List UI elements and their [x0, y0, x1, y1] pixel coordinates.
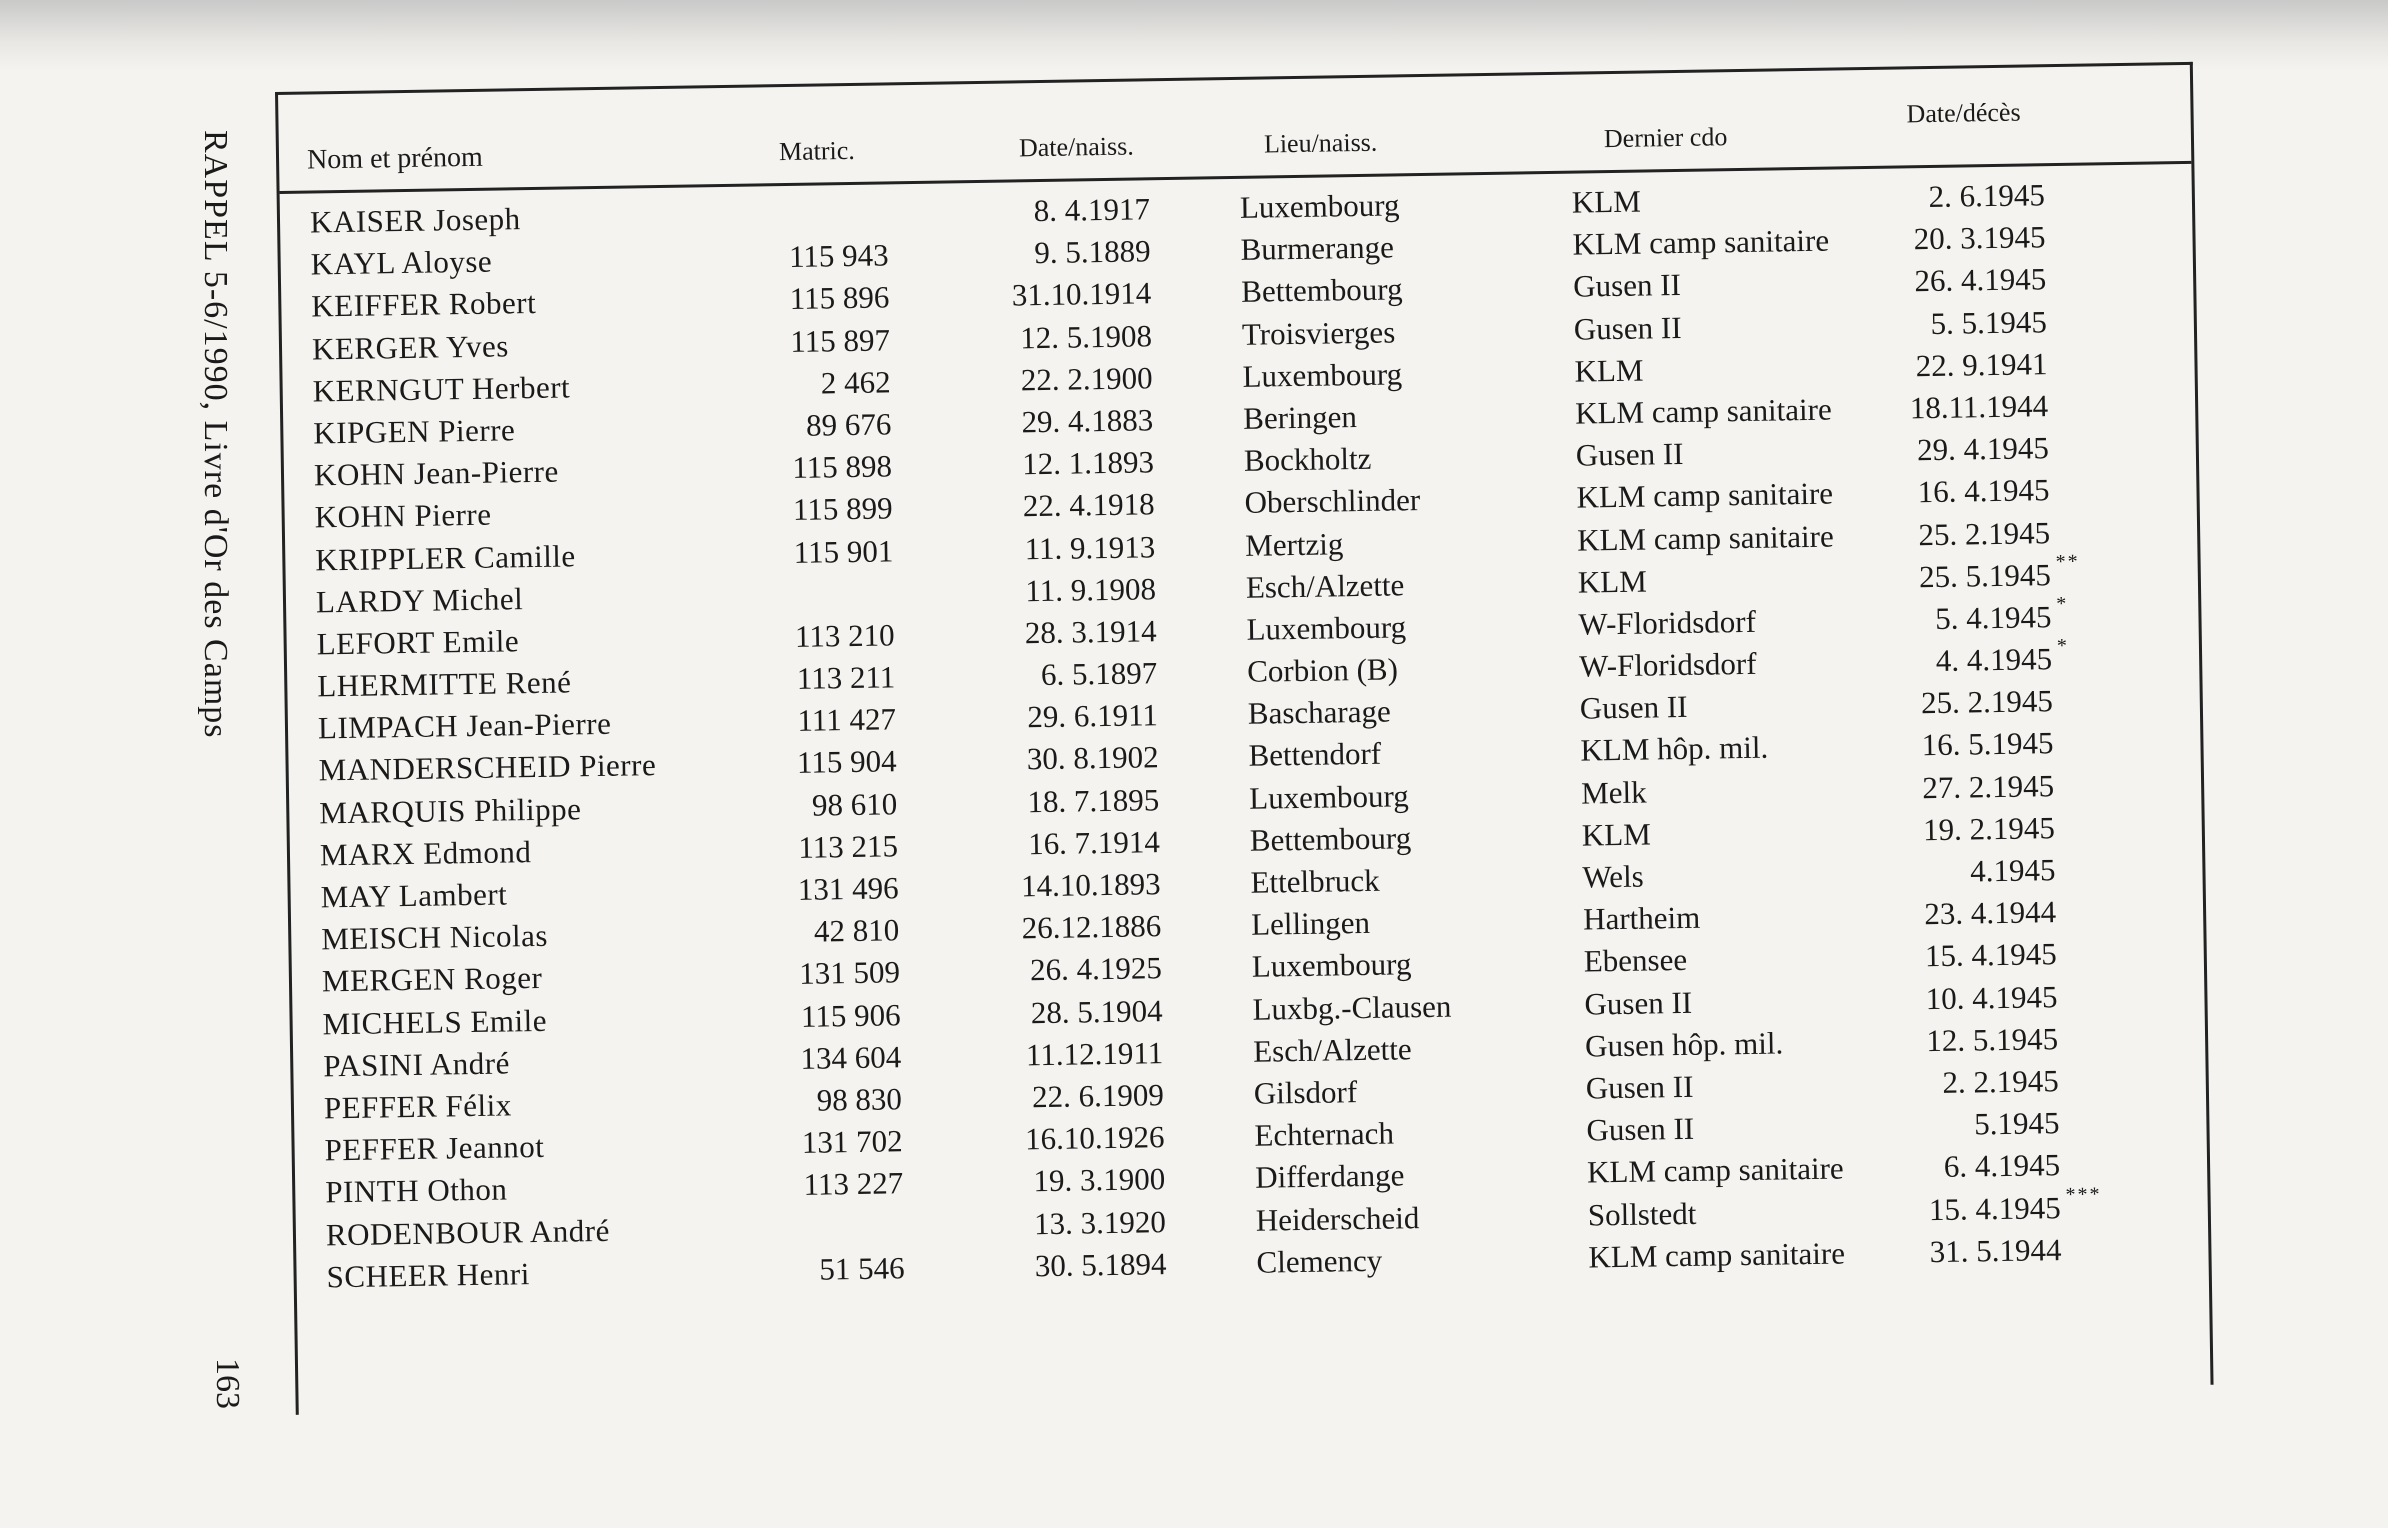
cell-dernier-cdo: Gusen II: [1585, 1068, 1694, 1106]
header-dernier-cdo: Dernier cdo: [1603, 122, 1728, 154]
cell-matric: 111 427: [797, 701, 897, 739]
cell-dernier-cdo: KLM: [1577, 563, 1648, 600]
cell-dernier-cdo: Gusen II: [1579, 689, 1688, 726]
cell-matric: [718, 195, 888, 198]
scan-shadow: [0, 0, 2388, 70]
cell-lieu-naiss: Differdange: [1254, 1157, 1405, 1196]
cell-lieu-naiss: Bettembourg: [1240, 271, 1403, 310]
cell-date-deces: 15. 4.1945: [1924, 936, 2058, 974]
cell-dernier-cdo: KLM camp sanitaire: [1586, 1150, 1844, 1190]
cell-nom: MARQUIS Philippe: [319, 790, 582, 831]
cell-date-deces: 5. 5.1945: [1930, 303, 2048, 341]
cell-dernier-cdo: KLM: [1581, 816, 1651, 853]
cell-matric: 131 509: [798, 954, 901, 992]
cell-matric: 131 702: [801, 1123, 903, 1160]
cell-lieu-naiss: Clemency: [1256, 1242, 1383, 1280]
cell-date-deces: 15. 4.1945: [1928, 1189, 2062, 1227]
cell-date-deces: 2. 2.1945: [1942, 1063, 2060, 1100]
cell-date-deces: 4. 4.1945: [1935, 641, 2053, 679]
cell-matric: 89 676: [805, 406, 892, 443]
cell-matric: 113 211: [796, 659, 896, 696]
cell-date-naiss: 28. 3.1914: [1024, 613, 1157, 651]
cell-matric: 115 901: [793, 532, 894, 570]
cell-date-naiss: 26.12.1886: [1021, 908, 1162, 946]
cell-lieu-naiss: Oberschlinder: [1244, 482, 1421, 521]
header-date-deces: Date/décès: [1906, 97, 2021, 129]
cell-nom: MERGEN Roger: [321, 960, 543, 999]
cell-lieu-naiss: Bascharage: [1247, 693, 1392, 732]
cell-nom: MARX Edmond: [319, 833, 532, 873]
header-date-naiss: Date/naiss.: [1018, 131, 1134, 163]
cell-date-deces: 5. 4.1945: [1934, 599, 2052, 636]
cell-date-naiss: 11. 9.1913: [1024, 528, 1156, 566]
cell-date-deces: 16. 5.1945: [1921, 725, 2054, 763]
page-number: 163: [209, 1358, 246, 1409]
cell-matric: 2 462: [820, 364, 891, 401]
cell-date-deces: 20. 3.1945: [1913, 219, 2046, 257]
cell-nom: LEFORT Emile: [316, 623, 520, 662]
cell-date-naiss: 12. 1.1893: [1021, 444, 1155, 482]
header-matric: Matric.: [778, 135, 856, 167]
cell-matric: 115 896: [789, 279, 890, 317]
cell-date-deces: 16. 4.1945: [1917, 472, 2050, 510]
cell-dernier-cdo: KLM camp sanitaire: [1576, 475, 1834, 515]
cell-dernier-cdo: Gusen II: [1573, 309, 1682, 347]
cell-matric: 115 904: [796, 743, 897, 781]
cell-lieu-naiss: Mertzig: [1244, 525, 1344, 563]
cell-matric: 113 227: [803, 1165, 904, 1203]
cell-date-deces: 4.1945: [1969, 852, 2056, 889]
cell-nom: LIMPACH Jean-Pierre: [317, 706, 612, 746]
cell-matric: 131 496: [797, 870, 899, 907]
cell-lieu-naiss: Ettelbruck: [1250, 862, 1380, 900]
cell-date-deces: 23. 4.1944: [1924, 894, 2057, 932]
cell-dernier-cdo: Gusen II: [1586, 1110, 1695, 1148]
cell-dernier-cdo: Gusen hôp. mil.: [1584, 1025, 1784, 1064]
cell-matric: 113 210: [794, 617, 895, 654]
cell-nom: MEISCH Nicolas: [321, 918, 549, 957]
cell-nom: MICHELS Emile: [322, 1002, 548, 1041]
cell-dernier-cdo: Sollstedt: [1587, 1195, 1697, 1233]
cell-lieu-naiss: Esch/Alzette: [1245, 567, 1405, 605]
cell-nom: LHERMITTE René: [317, 664, 572, 704]
cell-date-naiss: 12. 5.1908: [1019, 317, 1153, 355]
cell-date-deces: 22. 9.1941: [1915, 345, 2048, 384]
cell-date-naiss: 16. 7.1914: [1027, 824, 1161, 862]
cell-lieu-naiss: Luxembourg: [1251, 946, 1412, 985]
cell-date-deces: 25. 2.1945: [1920, 683, 2054, 721]
cell-lieu-naiss: Bettembourg: [1249, 820, 1412, 858]
cell-date-naiss: 9. 5.1889: [1034, 233, 1151, 271]
table-body: [280, 175, 2209, 1302]
cell-footnote-marks: ***: [2065, 1182, 2102, 1206]
cell-date-deces: 10. 4.1945: [1925, 978, 2058, 1016]
cell-nom: RODENBOUR André: [325, 1212, 611, 1252]
cell-dernier-cdo: Gusen II: [1575, 436, 1684, 473]
cell-lieu-naiss: Beringen: [1242, 398, 1358, 436]
cell-nom: KIPGEN Pierre: [313, 412, 516, 451]
cell-date-naiss: 28. 5.1904: [1030, 992, 1163, 1030]
cell-dernier-cdo: Gusen II: [1572, 267, 1682, 305]
cell-nom: LARDY Michel: [315, 580, 524, 620]
cell-lieu-naiss: Troisvierges: [1241, 313, 1396, 352]
cell-matric: 115 906: [800, 996, 901, 1034]
cell-lieu-naiss: Lellingen: [1250, 905, 1371, 942]
cell-date-naiss: 22. 2.1900: [1020, 360, 1153, 398]
cell-date-naiss: 11. 9.1908: [1025, 570, 1157, 608]
cell-date-naiss: 22. 4.1918: [1022, 486, 1155, 524]
cell-date-deces: 19. 2.1945: [1922, 809, 2056, 848]
cell-matric: 42 810: [813, 912, 900, 949]
cell-nom: KERGER Yves: [311, 327, 510, 367]
cell-matric: 134 604: [800, 1039, 902, 1076]
table: [275, 62, 2214, 1415]
cell-dernier-cdo: W-Floridsdorf: [1578, 603, 1757, 642]
cell-lieu-naiss: Corbion (B): [1246, 651, 1399, 689]
cell-date-deces: 31. 5.1944: [1929, 1231, 2062, 1269]
cell-lieu-naiss: Esch/Alzette: [1252, 1031, 1412, 1069]
cell-date-deces: 29. 4.1945: [1916, 430, 2050, 468]
cell-date-deces: 26. 4.1945: [1914, 261, 2047, 299]
cell-matric: 113 215: [798, 828, 899, 865]
cell-date-naiss: 31.10.1914: [1011, 275, 1152, 313]
cell-date-deces: 27. 2.1945: [1922, 767, 2055, 805]
cell-dernier-cdo: W-Floridsdorf: [1578, 645, 1757, 684]
cell-nom: PINTH Othon: [325, 1171, 508, 1210]
cell-footnote-marks: **: [2055, 550, 2080, 573]
cell-date-naiss: 6. 5.1897: [1040, 655, 1158, 693]
cell-matric: 51 546: [819, 1249, 905, 1287]
cell-date-deces: 25. 2.1945: [1918, 514, 2051, 552]
cell-lieu-naiss: Gilsdorf: [1253, 1074, 1358, 1111]
cell-nom: KAYL Aloyse: [310, 243, 493, 282]
cell-dernier-cdo: KLM camp sanitaire: [1588, 1235, 1846, 1275]
cell-date-naiss: 30. 5.1894: [1034, 1245, 1167, 1283]
cell-date-naiss: 22. 6.1909: [1031, 1077, 1165, 1115]
cell-matric: 98 610: [811, 785, 898, 823]
table-header: [278, 65, 2191, 194]
cell-lieu-naiss: Luxbg.-Clausen: [1252, 988, 1452, 1027]
cell-date-naiss: 29. 4.1883: [1021, 402, 1154, 440]
header-nom: Nom et prénom: [306, 141, 484, 176]
cell-nom: PASINI André: [323, 1045, 511, 1084]
cell-nom: SCHEER Henri: [326, 1255, 531, 1295]
cell-matric: 98 830: [816, 1081, 903, 1118]
cell-dernier-cdo: KLM camp sanitaire: [1574, 391, 1832, 431]
cell-lieu-naiss: Bettendorf: [1248, 736, 1382, 774]
side-caption: RAPPEL 5-6/1990, Livre d'Or des Camps: [197, 130, 234, 739]
cell-date-naiss: 29. 6.1911: [1027, 697, 1159, 735]
cell-nom: PEFFER Félix: [323, 1087, 512, 1126]
cell-dernier-cdo: KLM camp sanitaire: [1572, 222, 1830, 262]
cell-matric: 115 897: [790, 321, 891, 359]
cell-date-naiss: 13. 3.1920: [1033, 1203, 1167, 1241]
cell-date-naiss: 19. 3.1900: [1033, 1161, 1166, 1199]
cell-matric: 115 898: [792, 448, 893, 486]
cell-nom: KOHN Pierre: [314, 496, 492, 535]
cell-nom: KRIPPLER Camille: [315, 537, 576, 577]
cell-date-naiss: 16.10.1926: [1024, 1119, 1165, 1157]
cell-date-naiss: 30. 8.1902: [1026, 739, 1159, 777]
cell-lieu-naiss: Echternach: [1254, 1115, 1395, 1153]
cell-dernier-cdo: Gusen II: [1584, 984, 1693, 1022]
cell-footnote-marks: *: [2056, 592, 2069, 615]
cell-date-deces: 25. 5.1945: [1918, 556, 2052, 594]
cell-date-naiss: 11.12.1911: [1025, 1034, 1164, 1073]
cell-lieu-naiss: Luxembourg: [1248, 777, 1410, 816]
cell-date-deces: 2. 6.1945: [1928, 177, 2046, 215]
cell-dernier-cdo: KLM: [1571, 183, 1642, 220]
cell-nom: KERNGUT Herbert: [312, 369, 571, 409]
cell-lieu-naiss: Heiderscheid: [1255, 1199, 1420, 1238]
cell-footnote-marks: *: [2056, 634, 2070, 658]
cell-matric: 115 899: [792, 490, 893, 528]
cell-nom: KOHN Jean-Pierre: [313, 453, 560, 493]
cell-date-deces: 6. 4.1945: [1943, 1147, 2061, 1185]
cell-lieu-naiss: Luxembourg: [1242, 356, 1403, 394]
header-lieu-naiss: Lieu/naiss.: [1263, 127, 1378, 159]
cell-dernier-cdo: KLM: [1574, 352, 1644, 389]
cell-dernier-cdo: KLM camp sanitaire: [1576, 518, 1834, 558]
cell-dernier-cdo: Ebensee: [1583, 942, 1688, 979]
cell-lieu-naiss: Luxembourg: [1239, 187, 1400, 225]
cell-nom: MAY Lambert: [320, 876, 508, 915]
cell-date-naiss: 18. 7.1895: [1027, 781, 1160, 819]
cell-nom: KEIFFER Robert: [311, 285, 537, 324]
cell-date-deces: 12. 5.1945: [1926, 1020, 2059, 1058]
cell-dernier-cdo: Melk: [1580, 774, 1647, 811]
cell-date-deces: 18.11.1944: [1909, 388, 2049, 426]
cell-nom: KAISER Joseph: [309, 201, 521, 240]
cell-date-deces: 5.1945: [1973, 1105, 2060, 1142]
cell-date-naiss: 14.10.1893: [1020, 866, 1161, 904]
cell-matric: 115 943: [788, 237, 889, 275]
cell-dernier-cdo: KLM hôp. mil.: [1580, 730, 1769, 769]
cell-lieu-naiss: Bockholtz: [1243, 440, 1372, 478]
cell-lieu-naiss: Burmerange: [1240, 229, 1395, 268]
cell-date-naiss: 26. 4.1925: [1029, 950, 1163, 988]
cell-nom: MANDERSCHEID Pierre: [318, 747, 657, 788]
cell-lieu-naiss: Luxembourg: [1246, 609, 1407, 647]
cell-dernier-cdo: Hartheim: [1582, 899, 1701, 937]
cell-date-naiss: 8. 4.1917: [1033, 191, 1151, 229]
cell-nom: PEFFER Jeannot: [324, 1129, 545, 1168]
cell-dernier-cdo: Wels: [1582, 858, 1644, 895]
